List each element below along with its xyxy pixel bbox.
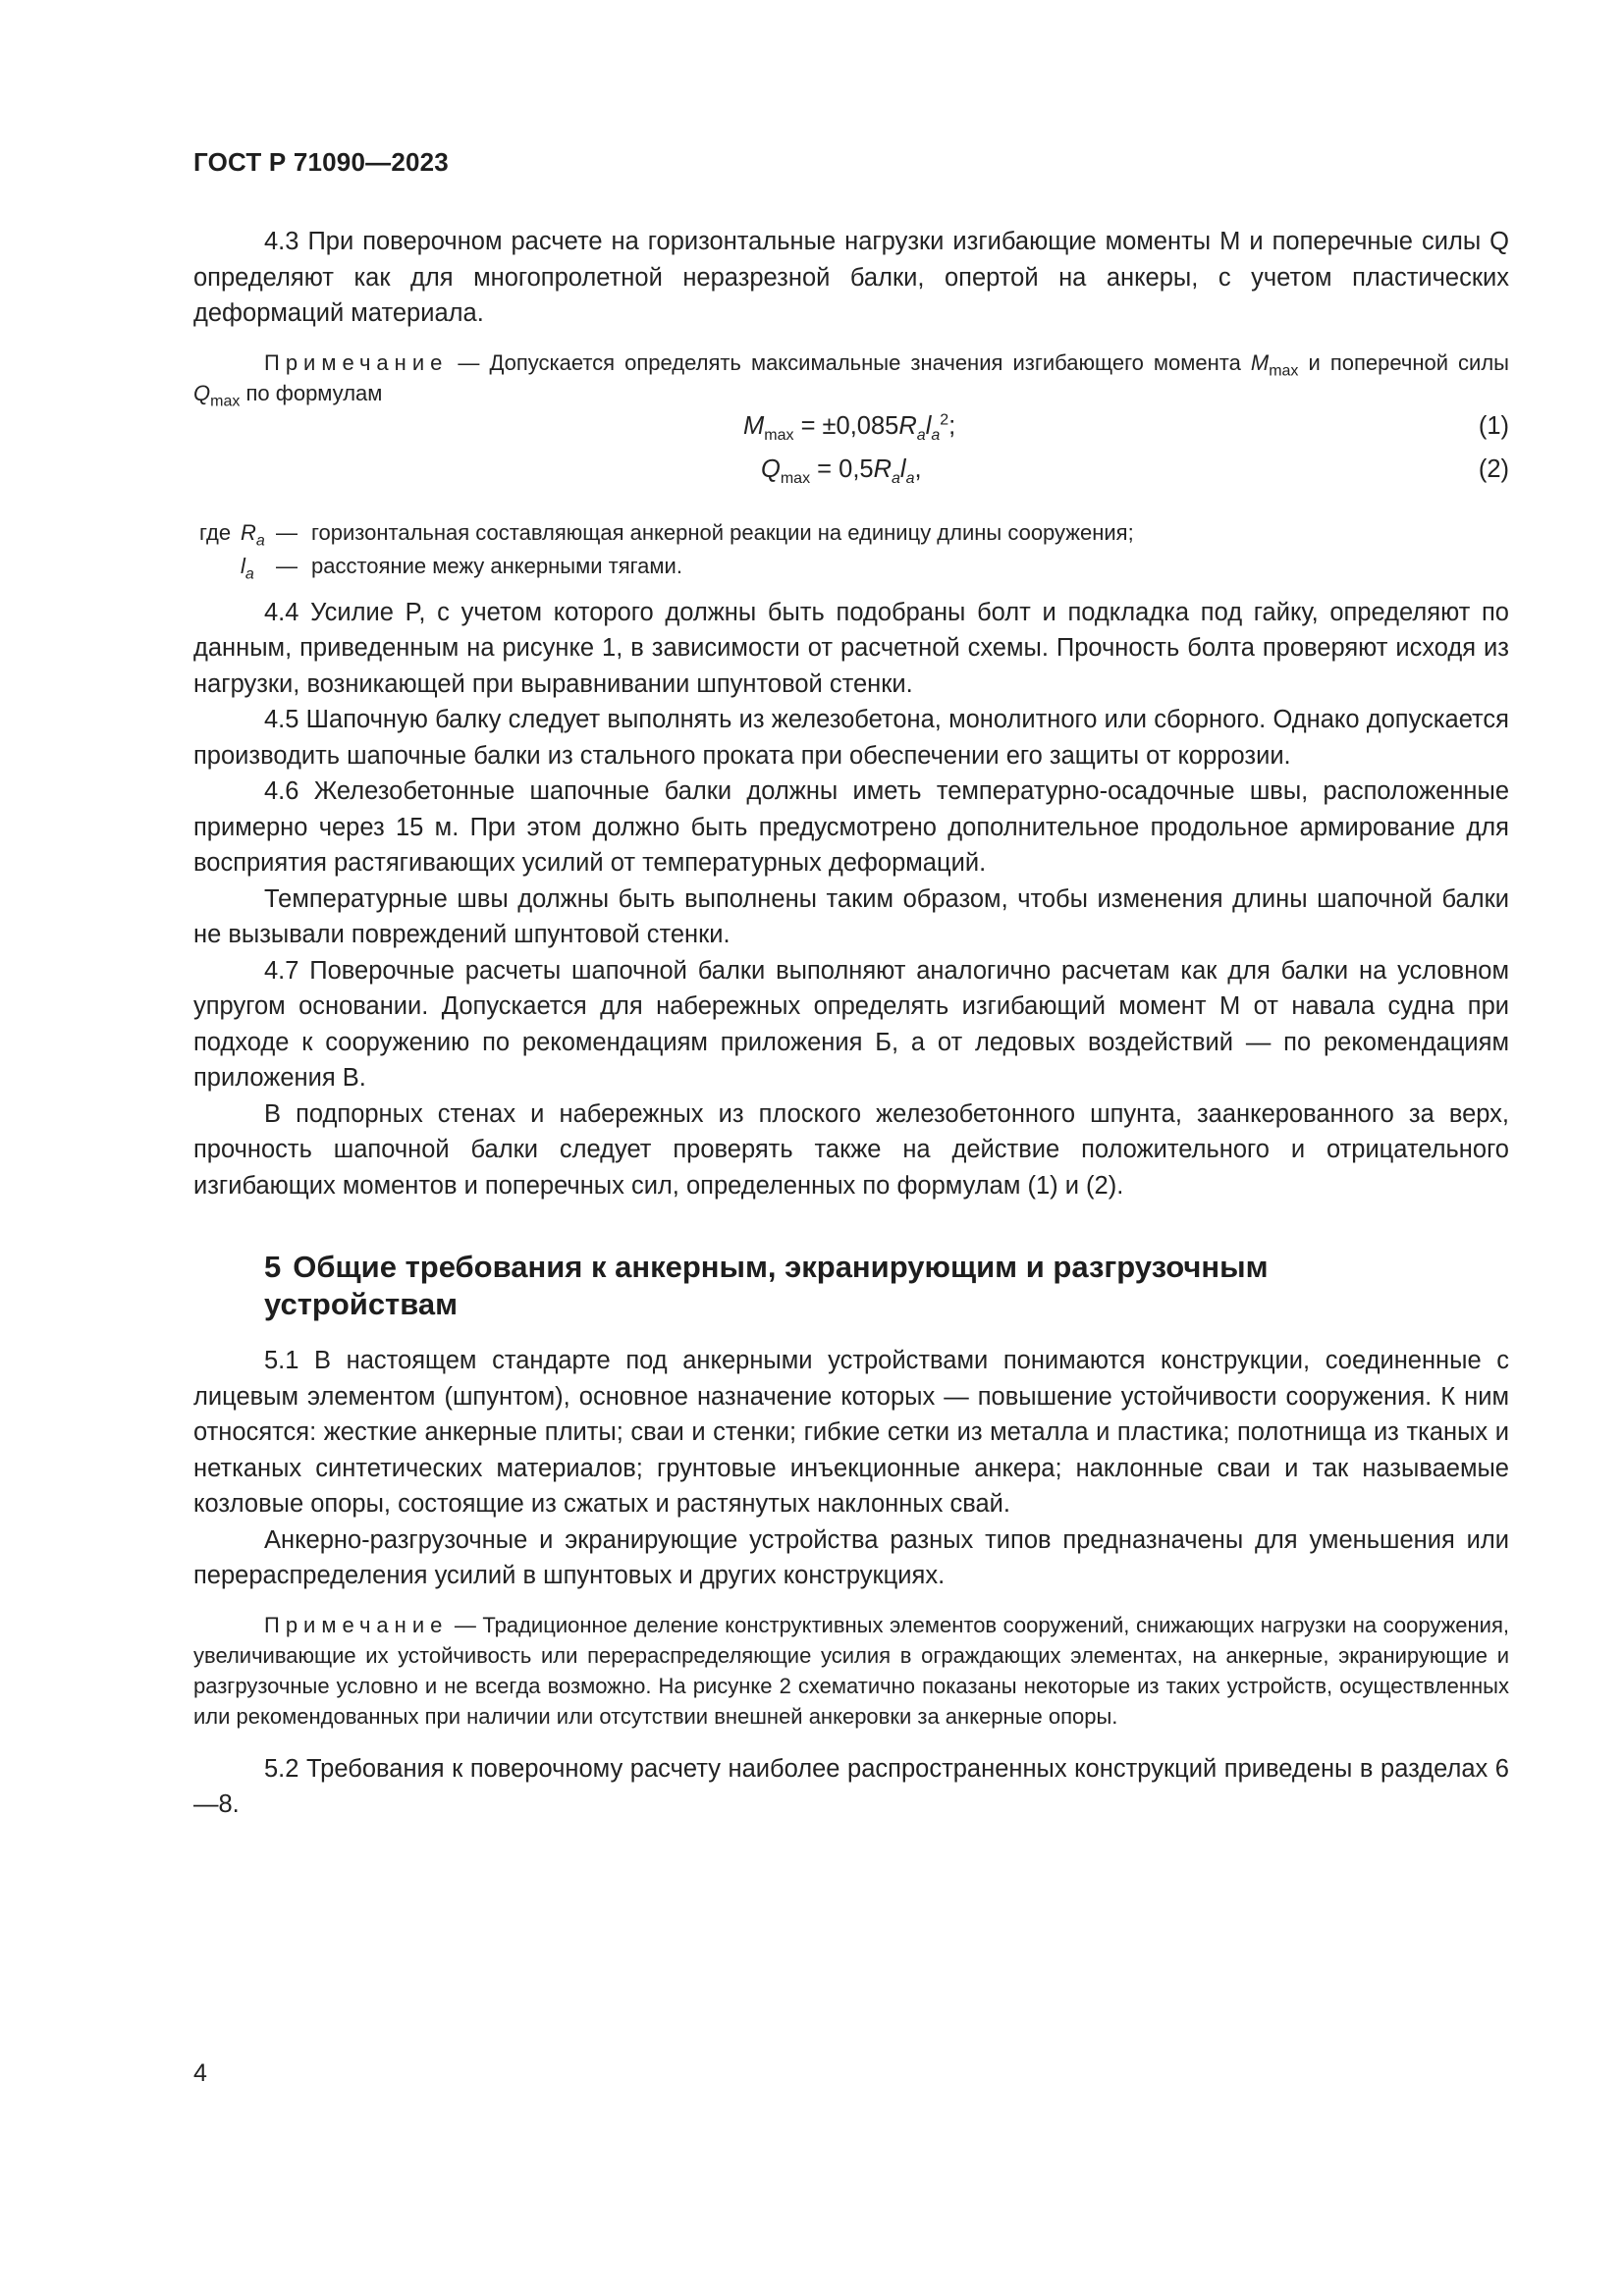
note-label: Примечание	[264, 349, 449, 375]
equation-2-number: (2)	[1478, 454, 1509, 483]
legend-dash: —	[276, 519, 298, 545]
note-shear-sub: max	[210, 392, 241, 409]
paragraph-5-1-continued: Анкерно-разгрузочные и экранирующие устройства разных типов предназначены для уменьшения или перераспределения усилий в шпунтовых и других конструкциях.	[193, 1525, 1509, 1589]
paragraph-4-6-continued: Температурные швы должны быть выполнены таким образом, чтобы изменения длины шапочной балки не вызывали повреждений шпунтовой стенки.	[193, 884, 1509, 948]
paragraph-4-5: 4.5 Шапочную балку следует выполнять из железобетона, монолитного или сборного. Однако допускается производить шапочные балки из стального проката при обеспечении его защиты от коррозии.	[193, 706, 1509, 770]
note-text: — Традиционное деление конструктивных элементов сооружений, снижающих нагрузки на сооружения, увеличивающие их устойчивость или перераспределяющие усилия в ограждающих элементах, на анкерные, экранирующие и разгрузочные условно и не всегда возможно. На рисунке 2 схематично показаны некоторые из таких устройств, осуществленных или рекомендованных при наличии или отсутствии внешней анкеровки за анкерные опоры.	[193, 1612, 1509, 1729]
note-devices	[193, 1610, 1509, 1732]
note-moment-symbol: M	[1250, 349, 1270, 375]
paragraph-4-7: 4.7 Поверочные расчеты шапочной балки выполняют аналогично расчетам как для балки на условном упругом основании. Допускается для набережных определять изгибающий момент M от навала судна при подходе к сооружению по рекомендациям приложения Б, а от ледовых воздействий — по рекомендациям приложения В.	[193, 956, 1509, 1092]
note-text-b: и поперечной силы	[1298, 349, 1509, 375]
equation-1	[193, 408, 1509, 452]
equation-2	[193, 452, 1509, 495]
paragraph-4-3: 4.3 При поверочном расчете на горизонтальные нагрузки изгибающие моменты M и поперечные силы Q определяют как для многопролетной неразрезной балки, опертой на анкеры, с учетом пластических деформаций материала.	[193, 228, 1509, 327]
legend-where: где	[199, 519, 232, 545]
note-shear-symbol: Q	[193, 380, 211, 405]
section-number: 5	[264, 1250, 282, 1284]
legend-row	[193, 550, 1509, 583]
paragraph-5-2: 5.2 Требования к поверочному расчету наиболее распространенных конструкций приведены в разделах 6—8.	[193, 1754, 1509, 1818]
note-text-a: — Допускается определять максимальные значения изгибающего момента	[448, 349, 1251, 375]
equation-1-expression: $M_{max} = \pm 0,085R_al_a^2$;	[743, 411, 956, 444]
section-5-heading	[264, 1249, 1393, 1323]
page-body	[193, 224, 1509, 1823]
paragraph-4-4: 4.4 Усилие P, с учетом которого должны быть подобраны болт и подкладка под гайку, определяют по данным, приведенным на рисунке 1, в зависимости от расчетной схемы. Прочность болта проверяют исходя из нагрузки, возникающей при выравнивании шпунтовой стенки.	[193, 598, 1509, 698]
legend-symbol: $R_a$	[241, 519, 265, 549]
document-header: ГОСТ Р 71090—2023	[193, 147, 449, 177]
paragraph-4-6: 4.6 Железобетонные шапочные балки должны иметь температурно-осадочные швы, расположенные примерно через 15 м. При этом должно быть предусмотрено дополнительное продольное армирование для восприятия растягивающих усилий от температурных деформаций.	[193, 777, 1509, 877]
legend-description: расстояние межу анкерными тягами.	[311, 553, 682, 578]
legend-symbol: $l_a$	[241, 553, 254, 582]
equation-1-number: (1)	[1478, 411, 1509, 440]
section-title: Общие требования к анкерным, экранирующим и разгрузочным устройствам	[264, 1250, 1269, 1321]
note-formulas	[193, 347, 1509, 408]
note-label: Примечание	[264, 1612, 449, 1637]
note-text-c: по формулам	[240, 380, 383, 405]
symbol-legend	[193, 516, 1509, 583]
equation-2-expression: $Q_{max} = 0,5R_al_a$,	[761, 454, 922, 487]
paragraph-4-7-continued: В подпорных стенах и набережных из плоского железобетонного шпунта, заанкерованного за верх, прочность шапочной балки следует проверять также на действие положительного и отрицательного изгибающих моментов и поперечных сил, определенных по формулам (1) и (2).	[193, 1099, 1509, 1200]
note-moment-sub: max	[1269, 361, 1299, 379]
paragraph-5-1: 5.1 В настоящем стандарте под анкерными устройствами понимаются конструкции, соединенные с лицевым элементом (шпунтом), основное назначение которых — повышение устойчивости сооружения. К ним относятся: жесткие анкерные плиты; сваи и стенки; гибкие сетки из металла и пластика; полотнища из тканых и нетканых синтетических материалов; грунтовые инъекционные анкера; наклонные сваи и так называемые козловые опоры, состоящие из сжатых и растянутых наклонных свай.	[193, 1347, 1509, 1518]
legend-row	[193, 516, 1509, 550]
page-number: 4	[193, 2059, 207, 2087]
legend-description: горизонтальная составляющая анкерной реакции на единицу длины сооружения;	[311, 519, 1134, 545]
legend-dash: —	[276, 553, 298, 578]
